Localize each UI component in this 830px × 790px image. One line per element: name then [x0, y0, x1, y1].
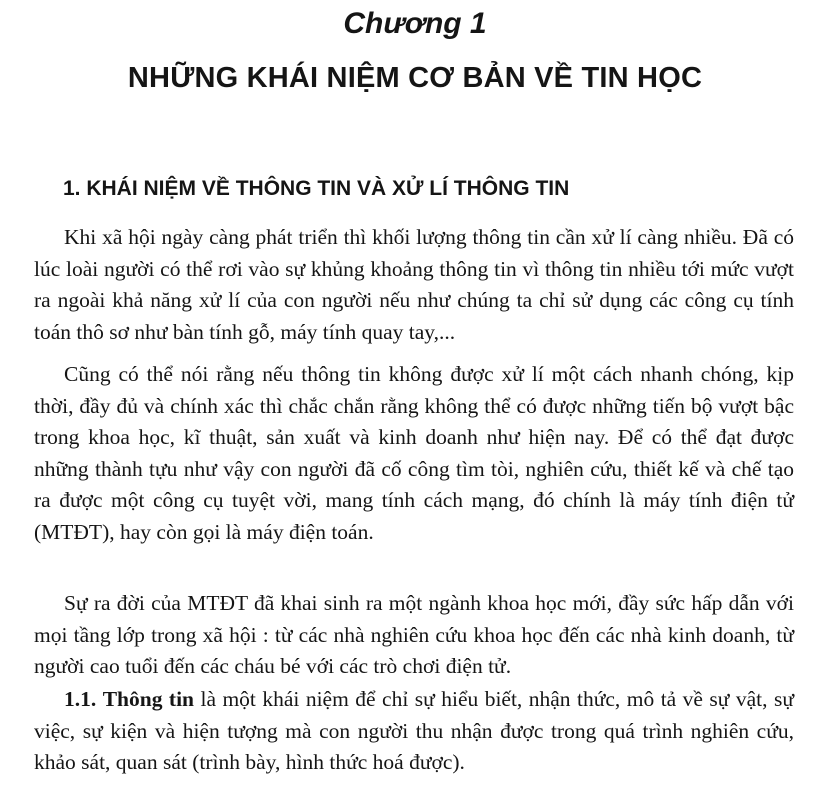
paragraph-2: Cũng có thể nói rằng nếu thông tin không được xử lí một cách nhanh chóng, kịp thời, đầy đủ và chính xác thì chắc chắn rằng không thể có được những tiến bộ vượt bậc trong khoa học, kĩ thuật, sản xuất và kinh doanh như hiện nay. Để có thể đạt được những thành tựu như vậy con người đã cố công tìm tòi, nghiên cứu, thiết kế và chế tạo ra được một công cụ tuyệt vời, mang tính cách mạng, đó chính là máy tính điện tử (MTĐT), hay còn gọi là máy điện toán.	[34, 362, 794, 544]
subsection-paragraph	[34, 684, 794, 779]
subsection-term: Thông tin	[102, 687, 195, 711]
subsection-number: 1.1.	[64, 687, 97, 711]
chapter-label: Chương 1	[343, 7, 487, 40]
paragraph-3: Sự ra đời của MTĐT đã khai sinh ra một ngành khoa học mới, đầy sức hấp dẫn với mọi tầng lớp trong xã hội : từ các nhà nghiên cứu khoa học đến các nhà kinh doanh, từ người cao tuổi đến các cháu bé với các trò chơi điện tử.	[34, 591, 794, 678]
paragraph-1: Khi xã hội ngày càng phát triển thì khối lượng thông tin cần xử lí càng nhiều. Đã có lúc loài người có thể rơi vào sự khủng khoảng thông tin vì thông tin nhiều tới mức vượt ra ngoài khả năng xử lí của con người nếu như chúng ta chỉ sử dụng các công cụ tính toán thô sơ như bàn tính gỗ, máy tính quay tay,...	[34, 225, 794, 344]
section-heading: 1. KHÁI NIỆM VỀ THÔNG TIN VÀ XỬ LÍ THÔNG TIN	[63, 177, 570, 200]
subsection-text: là một khái niệm để chỉ sự hiểu biết, nhận thức, mô tả về sự vật, sự việc, sự kiện và hiện tượng mà con người thu nhận được trong quá trình nghiên cứu, khảo sát, quan sát (trình bày, hình thức hoá được).	[34, 687, 795, 774]
chapter-title: NHỮNG KHÁI NIỆM CƠ BẢN VỀ TIN HỌC	[127, 62, 703, 94]
